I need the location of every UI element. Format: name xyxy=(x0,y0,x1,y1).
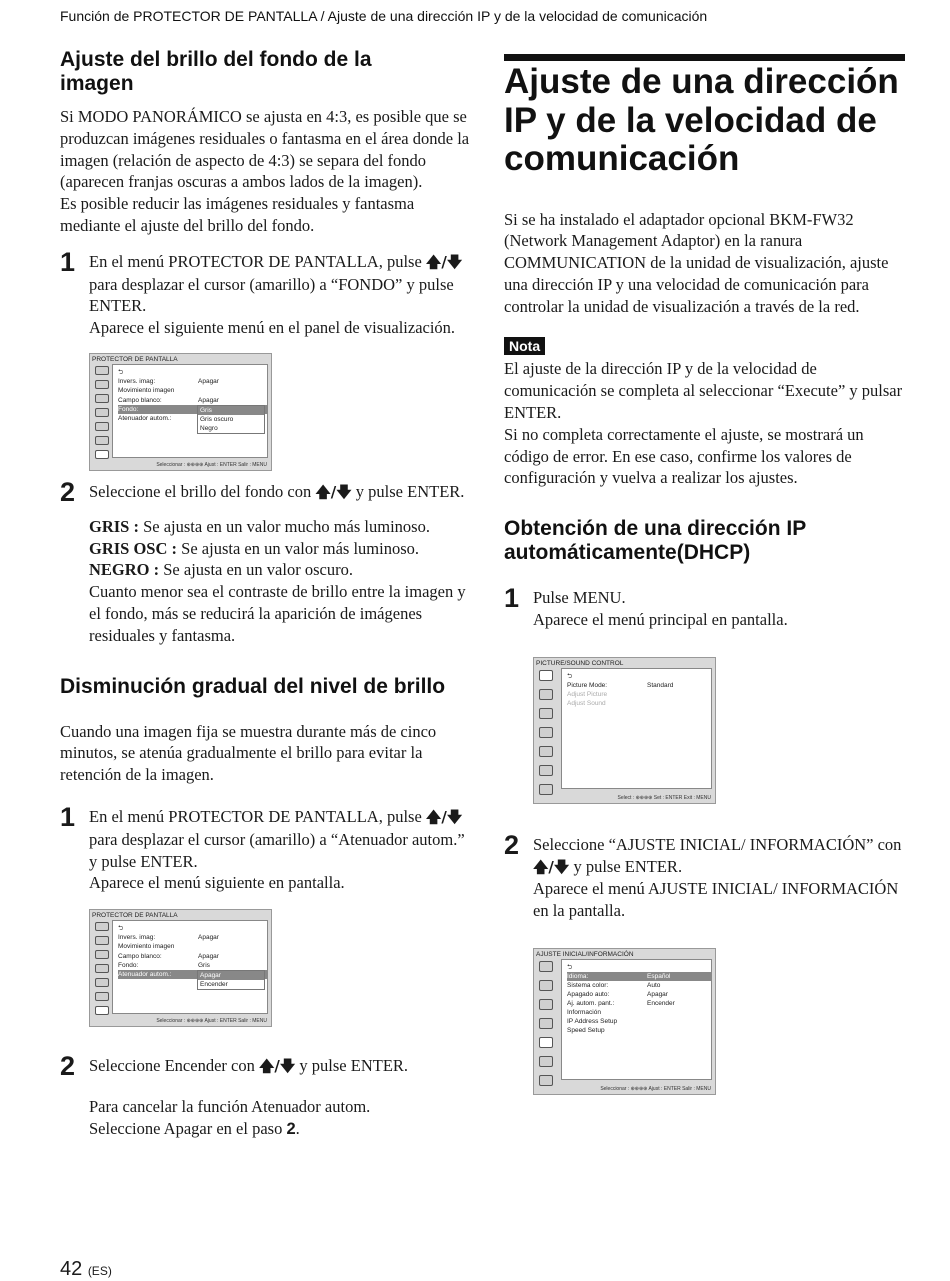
menu-row: Campo blanco: Apagar xyxy=(118,396,219,404)
step-result: Aparece el siguiente menú en el panel de visualización. xyxy=(89,318,456,338)
menu-category-icon xyxy=(539,980,553,991)
page-title: Ajuste de una dirección IP y de la velocidad de comunicación xyxy=(504,62,899,178)
menu-panel xyxy=(561,959,712,1080)
menu-row: Invers. imag: Apagar xyxy=(118,377,219,385)
menu-row: Invers. imag: Apagar xyxy=(118,934,219,942)
page-number: 42 (ES) xyxy=(60,1258,112,1280)
menu-icon-column xyxy=(93,366,111,464)
note-label: Nota xyxy=(504,337,545,355)
menu-category-icon xyxy=(95,922,109,931)
menu-row-selected: Atenuador autom.: xyxy=(118,970,267,979)
menu-category-icon xyxy=(95,936,109,945)
menu-category-icon xyxy=(95,422,109,431)
menu-category-icon xyxy=(539,765,553,776)
step-text: Seleccione el brillo del fondo con 🡅/🡇 y pulse ENTER. xyxy=(89,481,465,501)
menu-footer: Seleccionar : ⊕⊕⊕⊕ Ajust : ENTER Salir : MENU xyxy=(156,1018,267,1025)
menu-category-icon xyxy=(95,964,109,973)
menu-footer: Seleccionar : ⊕⊕⊕⊕ Ajust : ENTER Salir : MENU xyxy=(600,1086,711,1093)
dropdown-option: Apagar xyxy=(198,971,264,980)
step-result: Aparece el menú principal en pantalla. xyxy=(533,610,788,630)
menu-icon-column xyxy=(537,961,555,1094)
screen-saver-icon xyxy=(95,450,109,459)
menu-category-icon xyxy=(95,380,109,389)
cancel-line: Para cancelar la función Atenuador autom. xyxy=(89,1096,371,1116)
menu-category-icon xyxy=(539,1056,553,1067)
menu-row: Movimiento imagen xyxy=(118,386,175,394)
menu-category-icon xyxy=(539,689,553,700)
dropdown-list xyxy=(197,405,265,434)
dropdown-option: Gris oscuro xyxy=(200,415,234,423)
setup-icon xyxy=(539,1037,553,1048)
menu-row: Speed Setup xyxy=(567,1027,605,1035)
back-icon: ⮌ xyxy=(567,672,573,680)
up-down-arrows-icon: 🡅/🡇 xyxy=(533,857,570,876)
paragraph: Si no completa correctamente el ajuste, se mostrará un código de error. En ese caso, confirme los valores de configuración y vuelva a realizar los ajustes. xyxy=(504,424,864,488)
menu-category-icon xyxy=(539,708,553,719)
step-text: Pulse MENU. xyxy=(533,588,626,608)
step-number: 1 xyxy=(60,246,76,277)
up-down-arrows-icon: 🡅/🡇 xyxy=(425,807,463,826)
up-down-arrows-icon: 🡅/🡇 xyxy=(315,482,352,501)
menu-panel xyxy=(112,920,268,1014)
menu-category-icon xyxy=(539,1018,553,1029)
dropdown-option: Gris xyxy=(198,406,264,415)
step-number: 2 xyxy=(60,1051,76,1082)
note-block xyxy=(504,337,904,489)
menu-row-selected: Fondo: xyxy=(118,405,267,414)
menu-row: Sistema color: Auto xyxy=(567,982,661,990)
menu-screenshot-atenuador xyxy=(89,909,272,1027)
step-number: 2 xyxy=(60,476,76,507)
section-title-dhcp: Obtención de una dirección IP automáticamente(DHCP) xyxy=(504,517,806,565)
step-number: 1 xyxy=(504,583,520,614)
menu-screenshot-ajuste-inicial xyxy=(533,948,716,1095)
step-text: En el menú PROTECTOR DE PANTALLA, pulse 🡅/🡇 para desplazar el cursor (amarillo) a “Atenuador autom.” y pulse ENTER. xyxy=(89,806,465,871)
menu-row-selected: Idioma: Español xyxy=(567,972,711,981)
cancel-note xyxy=(60,1096,470,1141)
menu-category-icon xyxy=(95,978,109,987)
paragraph: Es posible reducir las imágenes residuales y fantasma mediante el ajuste del brillo del fondo. xyxy=(60,194,415,235)
menu-screenshot-picture-sound xyxy=(533,657,716,804)
menu-icon-column xyxy=(537,670,555,803)
dropdown-option: Negro xyxy=(200,424,218,432)
menu-row: Apagado auto: Apagar xyxy=(567,991,668,999)
menu-row: Adjust Picture xyxy=(567,690,608,698)
step-1-dhcp xyxy=(504,583,904,631)
step-text: Seleccione “AJUSTE INICIAL/ INFORMACIÓN” con 🡅/🡇 y pulse ENTER. xyxy=(533,834,902,876)
menu-panel xyxy=(112,364,268,458)
back-icon: ⮌ xyxy=(118,925,124,933)
menu-category-icon xyxy=(539,1075,553,1086)
definition-negro: NEGRO : Se ajusta en un valor oscuro. xyxy=(89,560,353,580)
menu-category-icon xyxy=(539,727,553,738)
menu-row: Adjust Sound xyxy=(567,699,606,707)
menu-title: AJUSTE INICIAL/INFORMACIÓN xyxy=(536,951,634,959)
menu-row: Atenuador autom.: xyxy=(118,414,172,422)
step-2-dimmer xyxy=(60,1051,470,1082)
definition-gris: GRIS : Se ajusta en un valor mucho más luminoso. xyxy=(89,516,430,536)
step-result: Aparece el menú AJUSTE INICIAL/ INFORMACIÓN en la pantalla. xyxy=(533,879,899,921)
step-text: En el menú PROTECTOR DE PANTALLA, pulse 🡅/🡇 para desplazar el cursor (amarillo) a “FONDO” y pulse ENTER. xyxy=(89,251,463,316)
dropdown-list xyxy=(197,970,265,990)
back-icon: ⮌ xyxy=(567,964,573,972)
menu-category-icon xyxy=(95,992,109,1001)
dropdown-option: Encender xyxy=(200,981,228,989)
left-column xyxy=(60,48,470,1141)
menu-title: PROTECTOR DE PANTALLA xyxy=(92,355,178,363)
step-1-dimmer xyxy=(60,801,470,894)
paragraph: Si MODO PANORÁMICO se ajusta en 4:3, es posible que se produzcan imágenes residuales o fantasma en el área donde la imagen (relación de aspecto de 4:3) se separa del fondo (aparecen franjas oscuras a ambos lados de la imagen). xyxy=(60,107,470,192)
menu-category-icon xyxy=(95,366,109,375)
menu-screenshot-fondo xyxy=(89,353,272,471)
menu-category-icon xyxy=(95,394,109,403)
definition-gris-osc: GRIS OSC : Se ajusta en un valor más luminoso. xyxy=(89,538,419,558)
section-title-background: Ajuste del brillo del fondo de la imagen xyxy=(60,48,372,95)
menu-title: PROTECTOR DE PANTALLA xyxy=(92,912,178,920)
menu-row: IP Address Setup xyxy=(567,1018,618,1026)
definitions xyxy=(60,516,470,647)
paragraph: Cuando una imagen fija se muestra durante más de cinco minutos, se atenúa gradualmente el brillo para evitar la retención de la imagen. xyxy=(60,721,437,785)
step-1 xyxy=(60,246,470,339)
step-text: Seleccione Encender con 🡅/🡇 y pulse ENTER. xyxy=(89,1056,409,1076)
menu-category-icon xyxy=(539,784,553,795)
step-number: 1 xyxy=(60,801,76,832)
menu-row: Picture Mode: Standard xyxy=(567,681,674,689)
paragraph: Si se ha instalado el adaptador opcional BKM-FW32 (Network Management Adaptor) en la ranura COMMUNICATION de la unidad de visualización, ajuste una dirección IP y una velocidad de comunicación para controlar la unidad de visualización a través de la red. xyxy=(504,209,889,316)
cancel-line: Seleccione Apagar en el paso 2. xyxy=(89,1118,300,1138)
running-header: Función de PROTECTOR DE PANTALLA / Ajuste de una dirección IP y de la velocidad de comunicación xyxy=(60,8,708,24)
menu-footer: Seleccionar : ⊕⊕⊕⊕ Ajust : ENTER Salir : MENU xyxy=(156,461,267,468)
menu-category-icon xyxy=(95,436,109,445)
screen-saver-icon xyxy=(95,1006,109,1015)
menu-category-icon xyxy=(539,961,553,972)
menu-row: Información xyxy=(567,1009,601,1017)
back-icon: ⮌ xyxy=(118,368,124,376)
menu-category-icon xyxy=(539,999,553,1010)
step-result: Aparece el menú siguiente en pantalla. xyxy=(89,873,345,893)
paragraph: El ajuste de la dirección IP y de la velocidad de comunicación se completa al seleccionar “Execute” y pulsar ENTER. xyxy=(504,359,903,423)
menu-category-icon xyxy=(95,408,109,417)
up-down-arrows-icon: 🡅/🡇 xyxy=(425,252,463,271)
menu-row: Fondo: Gris xyxy=(118,962,210,970)
step-2 xyxy=(60,476,470,507)
menu-row: Campo blanco: Apagar xyxy=(118,953,219,961)
right-column xyxy=(504,54,904,1095)
definition-note: Cuanto menor sea el contraste de brillo entre la imagen y el fondo, más se reducirá la aparición de imágenes residuales y fantasma. xyxy=(89,582,466,645)
menu-row: Movimiento imagen xyxy=(118,943,175,951)
step-2-dhcp xyxy=(504,829,904,922)
title-rule xyxy=(504,54,905,61)
menu-panel xyxy=(561,668,712,789)
menu-category-icon xyxy=(95,950,109,959)
picture-icon xyxy=(539,670,553,681)
up-down-arrows-icon: 🡅/🡇 xyxy=(258,1057,296,1076)
menu-row: Aj. autom. pant.: Encender xyxy=(567,1000,675,1008)
menu-footer: Select : ⊕⊕⊕⊕ Set : ENTER Exit : MENU xyxy=(617,794,711,801)
step-number: 2 xyxy=(504,829,520,860)
menu-category-icon xyxy=(539,746,553,757)
menu-icon-column xyxy=(93,922,111,1020)
menu-title: PICTURE/SOUND CONTROL xyxy=(536,659,624,667)
section-title-dimmer: Disminución gradual del nivel de brillo xyxy=(60,674,446,698)
